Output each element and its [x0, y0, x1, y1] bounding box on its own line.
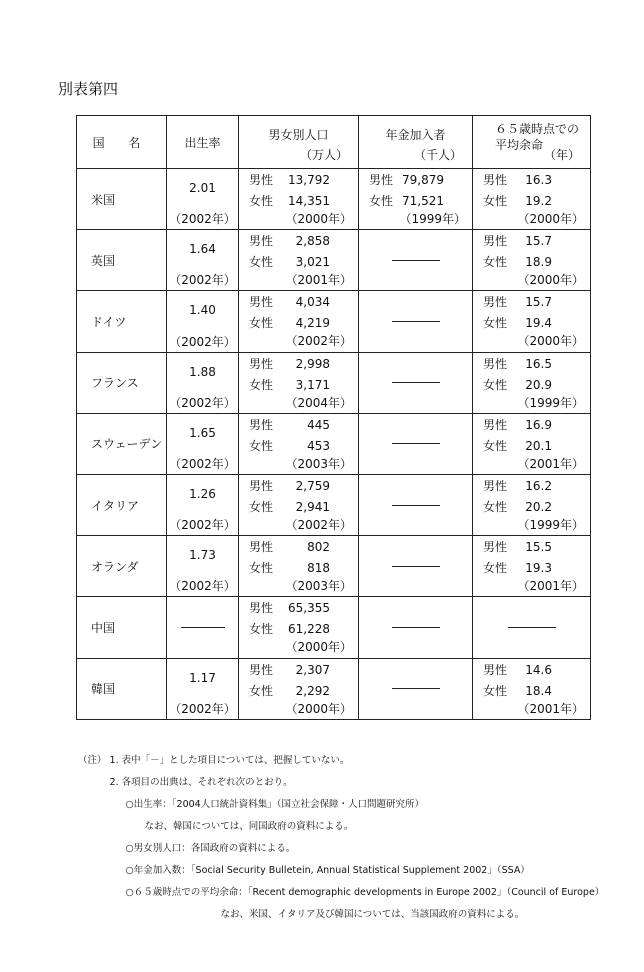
pension-cell — [359, 352, 473, 413]
country-name: フランス — [77, 352, 167, 413]
birth-rate-value: 1.17 — [189, 670, 216, 685]
life-female: 18.4 — [525, 683, 552, 698]
population-cell — [239, 658, 359, 719]
male-label: 男性 — [249, 540, 274, 555]
population-year: （2003年） — [285, 579, 352, 594]
male-label: 男性 — [369, 173, 394, 188]
birth-rate-year: （2002年） — [169, 456, 236, 471]
pension-cell — [359, 597, 473, 658]
not-available-dash — [392, 443, 440, 444]
male-label: 男性 — [483, 173, 508, 188]
population-cell — [239, 230, 359, 291]
male-label: 男性 — [483, 234, 508, 249]
life-expectancy-cell — [473, 658, 591, 719]
header-population — [239, 116, 359, 169]
not-available-dash — [392, 688, 440, 689]
female-label: 女性 — [483, 561, 508, 576]
life-year: （2001年） — [517, 456, 584, 471]
birth-rate-value: 1.40 — [189, 303, 216, 318]
footnote-line: （注） 1. 表中「－」とした項目については、把握していない。 — [78, 755, 350, 766]
female-label: 女性 — [249, 255, 274, 270]
footnote-line: なお、韓国については、同国政府の資料による。 — [78, 821, 354, 832]
life-male: 14.6 — [525, 662, 552, 677]
population-male: 2,307 — [295, 662, 330, 677]
population-year: （2000年） — [285, 701, 352, 716]
not-available-dash — [392, 566, 440, 567]
not-available-dash — [392, 260, 440, 261]
not-available-dash — [392, 321, 440, 322]
life-year: （2000年） — [517, 273, 584, 288]
female-label: 女性 — [483, 683, 508, 698]
population-female: 3,021 — [295, 255, 330, 270]
population-male: 65,355 — [288, 601, 330, 616]
table-row — [77, 474, 591, 535]
population-cell — [239, 474, 359, 535]
table-row — [77, 413, 591, 474]
footnote-line: なお、米国、イタリア及び韓国については、当該国政府の資料による。 — [78, 909, 525, 920]
country-name: スウェーデン — [77, 413, 167, 474]
birth-rate-value: 2.01 — [189, 181, 216, 195]
life-expectancy-cell — [473, 230, 591, 291]
birth-rate-year: （2002年） — [169, 395, 236, 410]
footnote-line: ○男女別人口：各国政府の資料による。 — [78, 843, 296, 854]
population-year: （2003年） — [285, 456, 352, 471]
male-label: 男性 — [249, 173, 274, 188]
life-year: （1999年） — [517, 518, 584, 533]
female-label: 女性 — [483, 255, 508, 270]
table-row — [77, 352, 591, 413]
pension-cell — [359, 658, 473, 719]
population-male: 13,792 — [288, 173, 330, 188]
birth-rate-cell — [167, 536, 239, 597]
birth-rate-cell — [167, 291, 239, 352]
life-expectancy-cell — [473, 291, 591, 352]
not-available-dash — [181, 627, 225, 628]
life-female: 19.3 — [525, 561, 552, 576]
birth-rate-cell — [167, 352, 239, 413]
life-female: 20.1 — [525, 438, 552, 453]
male-label: 男性 — [483, 662, 508, 677]
life-expectancy-cell — [473, 597, 591, 658]
male-label: 男性 — [483, 540, 508, 555]
life-expectancy-cell — [473, 169, 591, 230]
birth-rate-cell — [167, 413, 239, 474]
life-expectancy-cell — [473, 474, 591, 535]
birth-rate-year: （2002年） — [169, 579, 236, 594]
country-name: オランダ — [77, 536, 167, 597]
life-female: 20.2 — [525, 500, 552, 515]
female-label: 女性 — [249, 500, 274, 515]
female-label: 女性 — [249, 377, 274, 392]
pension-cell — [359, 169, 473, 230]
population-cell — [239, 169, 359, 230]
population-female: 14,351 — [288, 194, 330, 209]
life-male: 16.3 — [525, 173, 552, 188]
female-label: 女性 — [483, 438, 508, 453]
header-population-label: 男女別人口 — [268, 128, 329, 142]
life-year: （2000年） — [517, 334, 584, 349]
population-year: （2004年） — [285, 395, 352, 410]
life-year: （2001年） — [517, 579, 584, 594]
country-name: ドイツ — [77, 291, 167, 352]
population-year: （2002年） — [285, 518, 352, 533]
not-available-dash — [392, 382, 440, 383]
table-row — [77, 169, 591, 230]
birth-rate-cell — [167, 658, 239, 719]
life-male: 15.5 — [525, 540, 552, 555]
population-female: 3,171 — [295, 377, 330, 392]
life-year: （2001年） — [517, 701, 584, 716]
female-label: 女性 — [483, 500, 508, 515]
birth-rate-value: 1.88 — [189, 364, 216, 379]
pension-cell — [359, 291, 473, 352]
country-name: 中国 — [77, 597, 167, 658]
birth-rate-year: （2002年） — [169, 334, 236, 349]
pension-female: 71,521 — [402, 194, 444, 209]
female-label: 女性 — [249, 622, 274, 637]
population-year: （2000年） — [285, 212, 352, 227]
female-label: 女性 — [483, 377, 508, 392]
birth-rate-cell — [167, 474, 239, 535]
male-label: 男性 — [483, 417, 508, 432]
country-name: 韓国 — [77, 658, 167, 719]
header-birth-rate: 出生率 — [167, 116, 239, 169]
population-male: 2,759 — [295, 479, 330, 494]
footnotes — [78, 750, 604, 926]
pension-cell — [359, 536, 473, 597]
life-male: 16.5 — [525, 356, 552, 371]
male-label: 男性 — [249, 234, 274, 249]
life-female: 18.9 — [525, 255, 552, 270]
birth-rate-value: 1.26 — [189, 486, 216, 501]
population-cell — [239, 597, 359, 658]
population-male: 2,998 — [295, 356, 330, 371]
life-male: 16.9 — [525, 417, 552, 432]
male-label: 男性 — [249, 479, 274, 494]
country-name: 英国 — [77, 230, 167, 291]
population-cell — [239, 291, 359, 352]
population-male: 2,858 — [295, 234, 330, 249]
population-female: 61,228 — [288, 622, 330, 637]
male-label: 男性 — [483, 295, 508, 310]
population-male: 445 — [307, 417, 330, 432]
birth-rate-cell — [167, 597, 239, 658]
table-row — [77, 536, 591, 597]
female-label: 女性 — [483, 316, 508, 331]
life-female: 20.9 — [525, 377, 552, 392]
birth-rate-cell — [167, 230, 239, 291]
population-female: 4,219 — [295, 316, 330, 331]
not-available-dash — [508, 627, 556, 628]
population-year: （2000年） — [285, 640, 352, 655]
header-country: 国 名 — [77, 116, 167, 169]
population-year: （2002年） — [285, 334, 352, 349]
male-label: 男性 — [249, 356, 274, 371]
table-row — [77, 230, 591, 291]
footnote-line: ○年金加入数：「Social Security Bulletein, Annual Statistical Supplement 2002」（SSA） — [78, 865, 530, 876]
life-male: 15.7 — [525, 234, 552, 249]
male-label: 男性 — [249, 601, 274, 616]
page-label: 別表第四 — [58, 80, 119, 98]
birth-rate-year: （2002年） — [169, 212, 236, 227]
pension-cell — [359, 474, 473, 535]
life-male: 15.7 — [525, 295, 552, 310]
female-label: 女性 — [249, 438, 274, 453]
life-year: （2000年） — [517, 212, 584, 227]
female-label: 女性 — [249, 561, 274, 576]
female-label: 女性 — [249, 194, 274, 209]
life-expectancy-cell — [473, 352, 591, 413]
male-label: 男性 — [483, 356, 508, 371]
pension-male: 79,879 — [402, 173, 444, 188]
header-life-unit: （年） — [543, 148, 580, 162]
table-row — [77, 658, 591, 719]
population-female: 2,292 — [295, 683, 330, 698]
header-pension-unit: （千人） — [413, 148, 462, 162]
female-label: 女性 — [249, 683, 274, 698]
population-cell — [239, 536, 359, 597]
header-population-unit: （万人） — [299, 148, 348, 162]
not-available-dash — [392, 505, 440, 506]
pension-cell — [359, 230, 473, 291]
population-male: 802 — [307, 540, 330, 555]
table-row — [77, 597, 591, 658]
country-name: 米国 — [77, 169, 167, 230]
life-male: 16.2 — [525, 479, 552, 494]
population-female: 2,941 — [295, 500, 330, 515]
birth-rate-year: （2002年） — [169, 518, 236, 533]
footnote-line: ○６５歳時点での平均余命：「Recent demographic developments in Europe 2002」（Council of Europe） — [78, 887, 605, 898]
male-label: 男性 — [483, 479, 508, 494]
birth-rate-value: 1.73 — [189, 548, 216, 563]
male-label: 男性 — [249, 417, 274, 432]
population-year: （2001年） — [285, 273, 352, 288]
population-male: 4,034 — [295, 295, 330, 310]
life-female: 19.4 — [525, 316, 552, 331]
female-label: 女性 — [369, 194, 394, 209]
female-label: 女性 — [249, 316, 274, 331]
header-life-expectancy — [473, 116, 591, 169]
header-pension — [359, 116, 473, 169]
male-label: 男性 — [249, 662, 274, 677]
pension-year: （1999年） — [399, 212, 466, 227]
life-female: 19.2 — [525, 194, 552, 209]
birth-rate-cell — [167, 169, 239, 230]
life-expectancy-cell — [473, 536, 591, 597]
table-row — [77, 291, 591, 352]
female-label: 女性 — [483, 194, 508, 209]
country-name: イタリア — [77, 474, 167, 535]
footnote-line: 2. 各項目の出典は、それぞれ次のとおり。 — [78, 777, 293, 788]
table-header-row — [77, 116, 591, 169]
population-cell — [239, 413, 359, 474]
footnote-line: ○出生率：「2004人口統計資料集」（国立社会保障・人口問題研究所） — [78, 799, 424, 810]
not-available-dash — [392, 627, 440, 628]
population-cell — [239, 352, 359, 413]
life-expectancy-cell — [473, 413, 591, 474]
male-label: 男性 — [249, 295, 274, 310]
population-female: 818 — [307, 561, 330, 576]
birth-rate-value: 1.64 — [189, 242, 216, 257]
header-pension-label: 年金加入者 — [385, 128, 446, 142]
statistics-table — [76, 115, 591, 720]
birth-rate-value: 1.65 — [189, 425, 216, 440]
birth-rate-year: （2002年） — [169, 701, 236, 716]
pension-cell — [359, 413, 473, 474]
life-year: （1999年） — [517, 395, 584, 410]
birth-rate-year: （2002年） — [169, 273, 236, 288]
header-life-label: ６５歳時点での 平均余命 — [495, 122, 580, 152]
population-female: 453 — [307, 438, 330, 453]
